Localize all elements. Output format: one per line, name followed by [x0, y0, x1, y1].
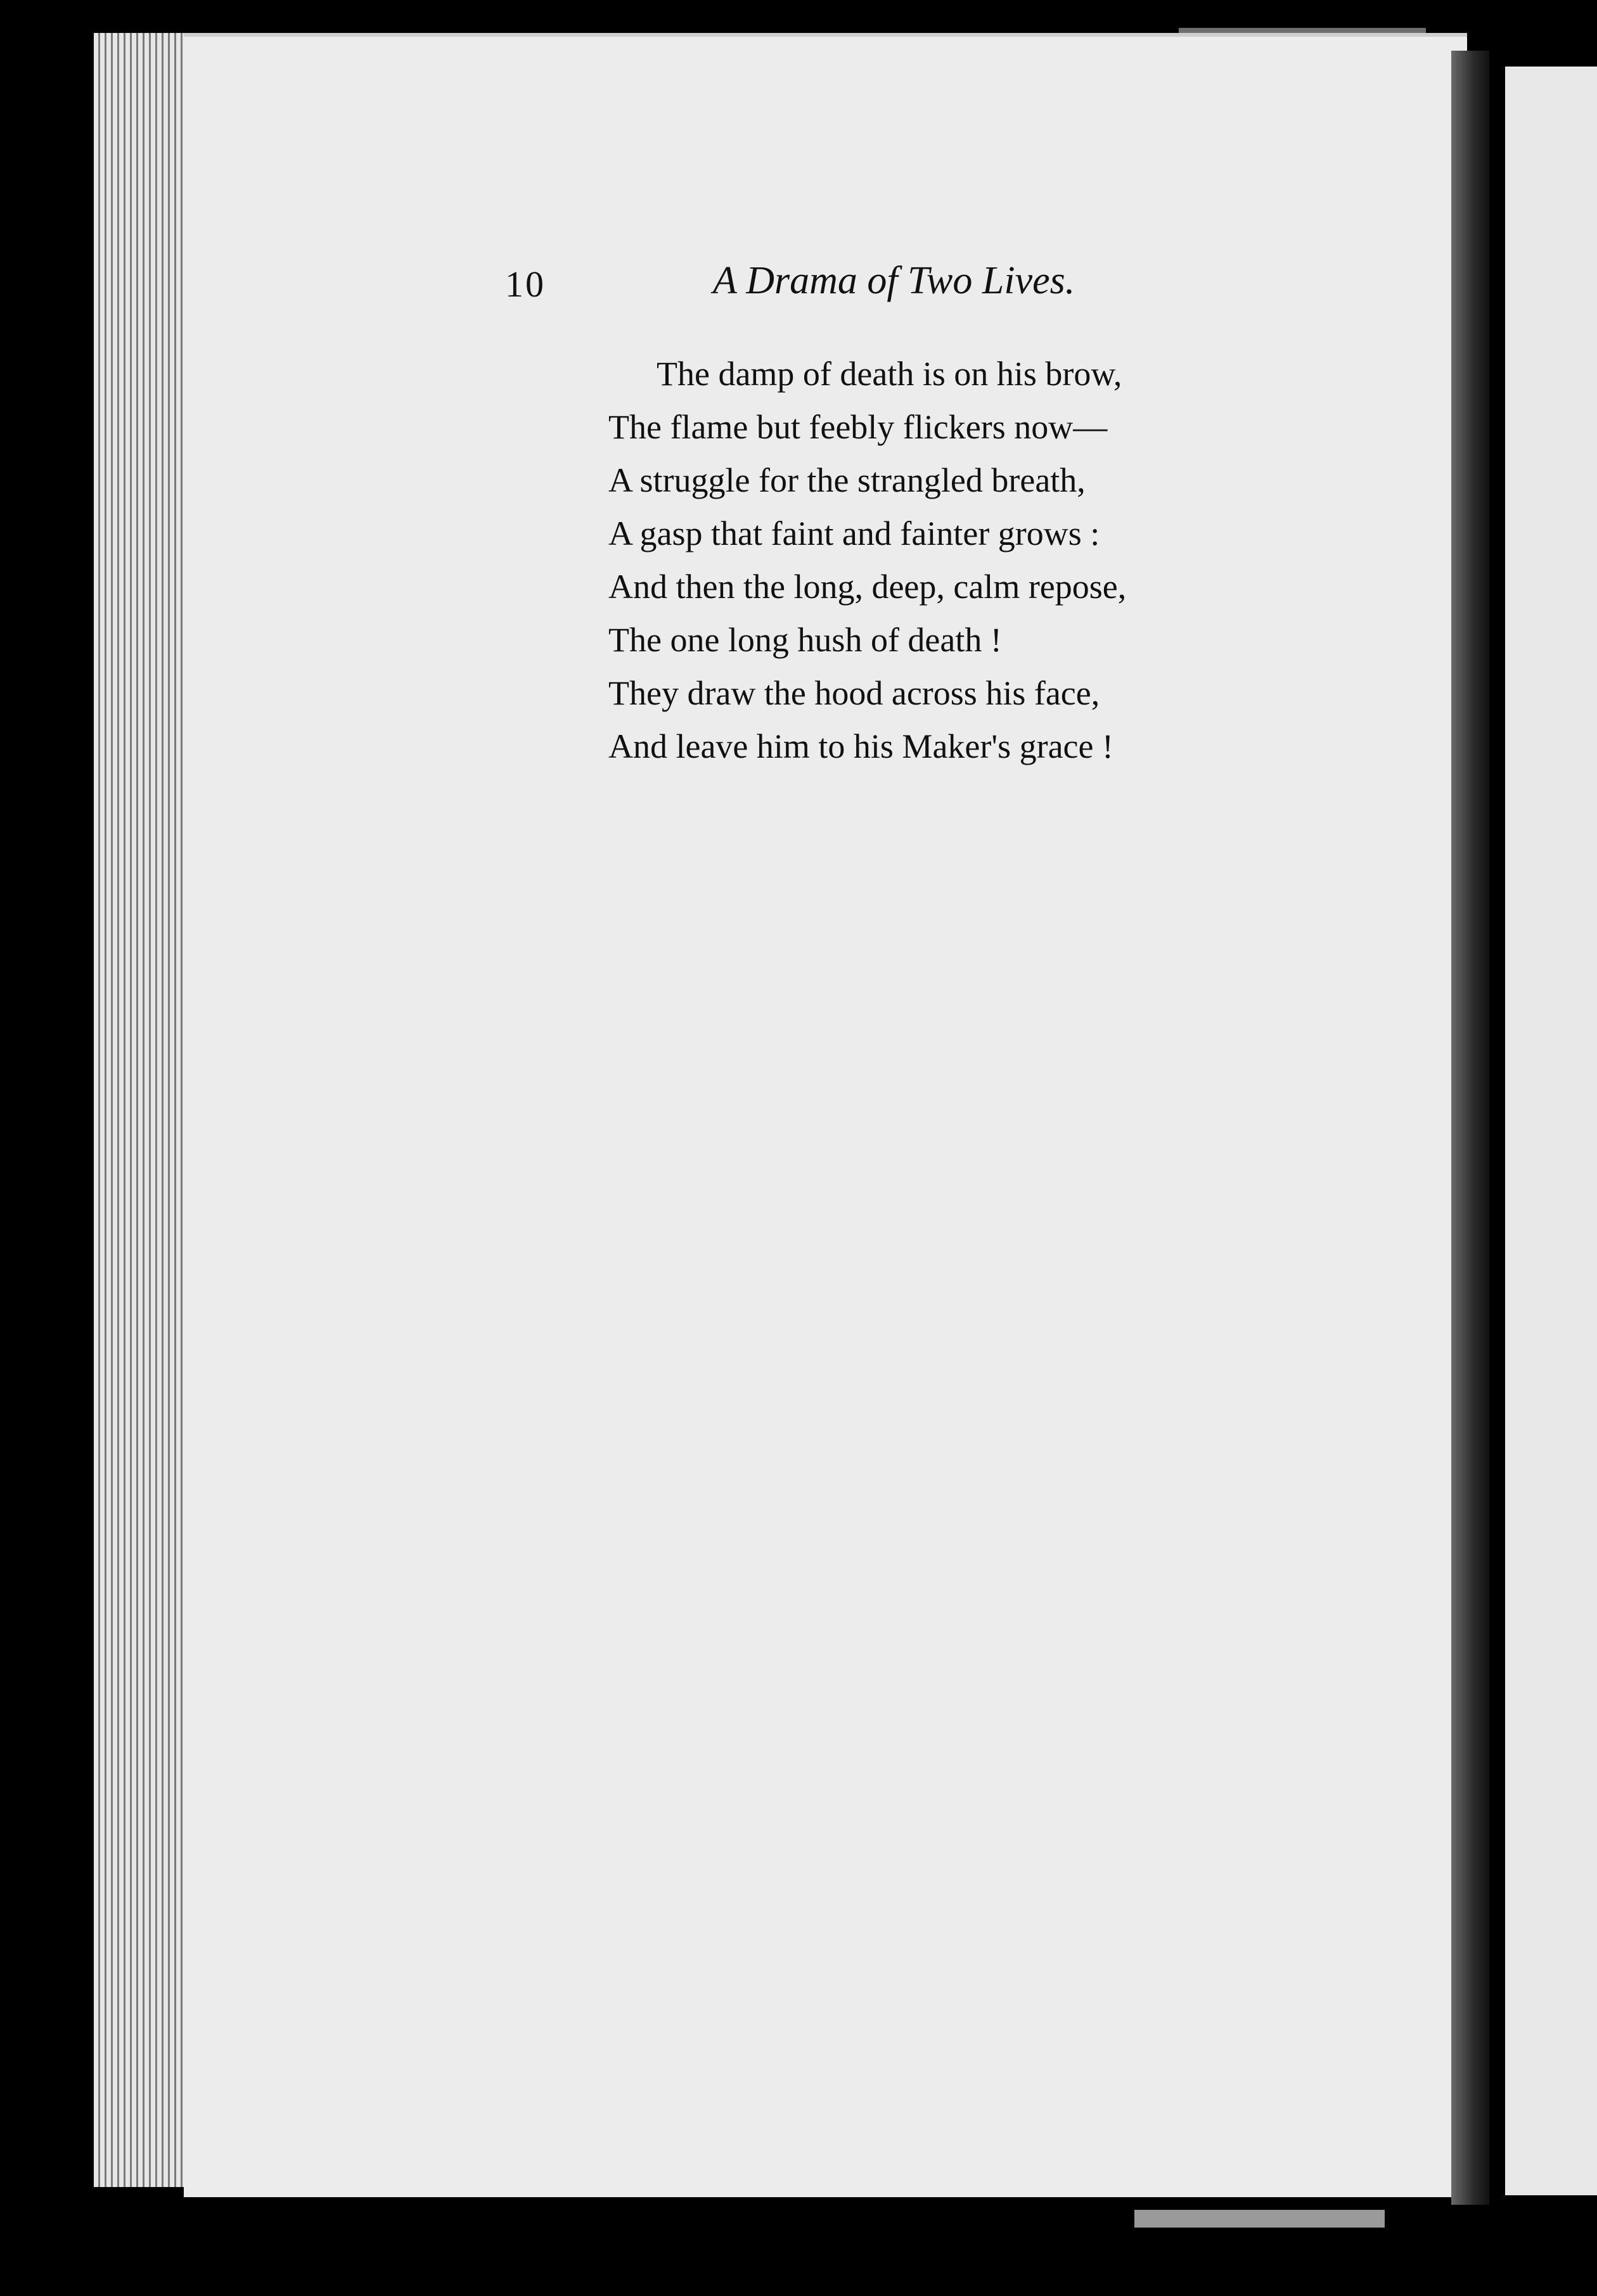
poem-line: And leave him to his Maker's grace !: [608, 727, 1113, 765]
facing-page-edge: [1505, 67, 1597, 2195]
running-head: A Drama of Two Lives.: [713, 259, 1075, 302]
poem-line: They draw the hood across his face,: [608, 674, 1100, 712]
poem-line: And then the long, deep, calm repose,: [608, 568, 1127, 606]
poem-line: A gasp that faint and fainter grows :: [608, 514, 1100, 552]
gutter-shadow: [1451, 51, 1489, 2205]
bottom-edge-strip: [1134, 2210, 1385, 2228]
poem-line: The one long hush of death !: [608, 621, 1002, 659]
poem-line: A struggle for the strangled breath,: [608, 461, 1086, 499]
page-number: 10: [505, 264, 546, 305]
poem-stanza: [608, 347, 1126, 773]
poem-line: The flame but feebly flickers now—: [608, 408, 1108, 446]
poem-line: The damp of death is on his brow,: [657, 355, 1122, 393]
